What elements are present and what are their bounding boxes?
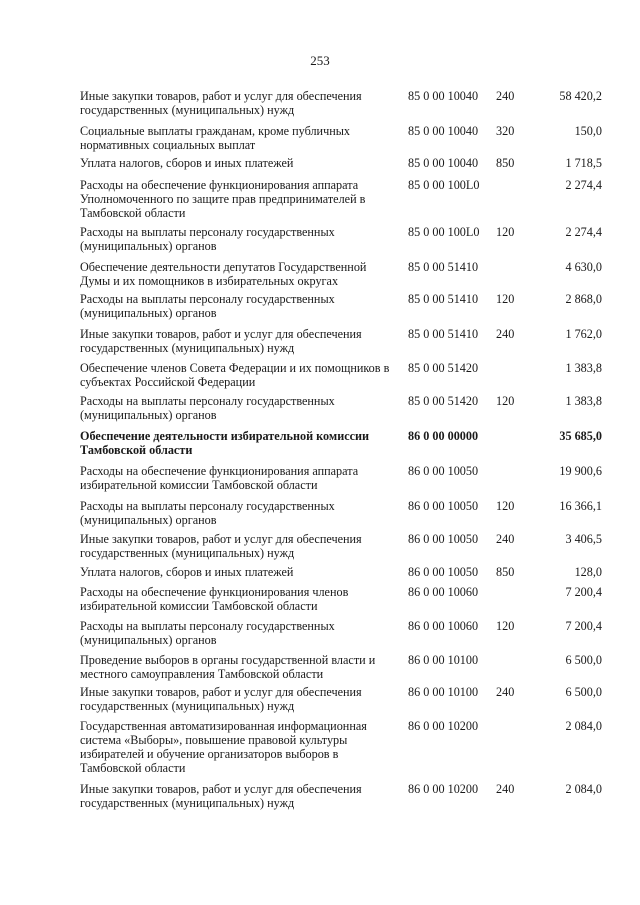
page-number: 253 bbox=[310, 53, 330, 68]
table-row bbox=[80, 225, 610, 260]
row-code: 85 0 00 51420 bbox=[408, 361, 479, 375]
row-description: Обеспечение членов Совета Федерации и их помощников в субъектах Российской Федерации bbox=[80, 361, 390, 389]
row-description: Иные закупки товаров, работ и услуг для обеспечения государственных (муниципальных) нужд bbox=[80, 532, 362, 560]
row-amount: 1 718,5 bbox=[565, 156, 602, 170]
table-row bbox=[80, 178, 610, 225]
row-code: 86 0 00 10050 bbox=[408, 464, 479, 478]
row-expense-type: 120 bbox=[496, 225, 515, 239]
table-row bbox=[80, 292, 610, 327]
row-code: 86 0 00 10060 bbox=[408, 619, 479, 633]
row-amount: 19 900,6 bbox=[559, 464, 602, 478]
table-row bbox=[80, 124, 610, 156]
row-code: 86 0 00 10050 bbox=[408, 565, 479, 579]
table-row bbox=[80, 156, 610, 178]
row-description: Уплата налогов, сборов и иных платежей bbox=[80, 565, 294, 579]
row-expense-type: 120 bbox=[496, 292, 515, 306]
row-code: 85 0 00 100L0 bbox=[408, 178, 480, 192]
row-code: 85 0 00 51410 bbox=[408, 327, 479, 341]
table-row bbox=[80, 585, 610, 619]
row-code: 85 0 00 51420 bbox=[408, 394, 479, 408]
table-row bbox=[80, 260, 610, 292]
row-code: 86 0 00 10200 bbox=[408, 719, 479, 733]
row-description: Расходы на выплаты персоналу государственных (муниципальных) органов bbox=[80, 619, 335, 647]
row-amount: 58 420,2 bbox=[559, 89, 602, 103]
row-description: Иные закупки товаров, работ и услуг для обеспечения государственных (муниципальных) нужд bbox=[80, 89, 362, 117]
table-row bbox=[80, 532, 610, 565]
row-code: 85 0 00 10040 bbox=[408, 124, 479, 138]
row-expense-type: 120 bbox=[496, 499, 515, 513]
row-expense-type: 240 bbox=[496, 782, 515, 796]
row-amount: 7 200,4 bbox=[565, 619, 602, 633]
row-description: Социальные выплаты гражданам, кроме публичных нормативных социальных выплат bbox=[80, 124, 350, 152]
row-code: 86 0 00 10050 bbox=[408, 499, 479, 513]
row-code: 85 0 00 10040 bbox=[408, 89, 479, 103]
row-amount: 2 274,4 bbox=[565, 178, 602, 192]
row-code: 86 0 00 10100 bbox=[408, 685, 479, 699]
row-expense-type: 240 bbox=[496, 685, 515, 699]
row-expense-type: 850 bbox=[496, 156, 515, 170]
row-description: Расходы на выплаты персоналу государственных (муниципальных) органов bbox=[80, 225, 335, 253]
row-amount: 128,0 bbox=[574, 565, 602, 579]
row-expense-type: 240 bbox=[496, 327, 515, 341]
row-amount: 1 762,0 bbox=[565, 327, 602, 341]
table-row bbox=[80, 719, 610, 782]
row-expense-type: 120 bbox=[496, 394, 515, 408]
row-description: Государственная автоматизированная информационная система «Выборы», повышение правовой культуры избирателей и обучение организаторов выборов в Тамбовской области bbox=[80, 719, 367, 775]
row-amount: 2 084,0 bbox=[565, 782, 602, 796]
table-row bbox=[80, 565, 610, 585]
row-description: Расходы на обеспечение функционирования членов избирательной комиссии Тамбовской области bbox=[80, 585, 349, 613]
row-expense-type: 240 bbox=[496, 532, 515, 546]
row-code: 85 0 00 51410 bbox=[408, 260, 479, 274]
table-row bbox=[80, 499, 610, 532]
table-row bbox=[80, 653, 610, 685]
row-amount: 3 406,5 bbox=[565, 532, 602, 546]
row-code: 85 0 00 100L0 bbox=[408, 225, 480, 239]
row-code: 86 0 00 00000 bbox=[408, 429, 479, 443]
row-amount: 4 630,0 bbox=[565, 260, 602, 274]
table-row bbox=[80, 361, 610, 394]
table-row bbox=[80, 619, 610, 653]
table-row bbox=[80, 685, 610, 719]
row-amount: 6 500,0 bbox=[565, 685, 602, 699]
table-row bbox=[80, 394, 610, 429]
row-description: Обеспечение деятельности избирательной комиссии Тамбовской области bbox=[80, 429, 370, 457]
row-amount: 16 366,1 bbox=[559, 499, 602, 513]
row-description: Обеспечение деятельности депутатов Государственной Думы и их помощников в избирательных округах bbox=[80, 260, 367, 288]
budget-table bbox=[80, 89, 610, 814]
row-amount: 2 084,0 bbox=[565, 719, 602, 733]
row-code: 86 0 00 10060 bbox=[408, 585, 479, 599]
row-description: Иные закупки товаров, работ и услуг для обеспечения государственных (муниципальных) нужд bbox=[80, 685, 362, 713]
table-row bbox=[80, 327, 610, 361]
row-description: Иные закупки товаров, работ и услуг для обеспечения государственных (муниципальных) нужд bbox=[80, 782, 362, 810]
row-amount: 2 868,0 bbox=[565, 292, 602, 306]
row-expense-type: 850 bbox=[496, 565, 515, 579]
table-row-section bbox=[80, 429, 610, 464]
row-amount: 1 383,8 bbox=[565, 394, 602, 408]
row-description: Расходы на выплаты персоналу государственных (муниципальных) органов bbox=[80, 292, 335, 320]
row-amount: 6 500,0 bbox=[565, 653, 602, 667]
row-description: Иные закупки товаров, работ и услуг для обеспечения государственных (муниципальных) нужд bbox=[80, 327, 362, 355]
row-description: Расходы на обеспечение функционирования аппарата Уполномоченного по защите прав предпринимателей в Тамбовской области bbox=[80, 178, 366, 220]
table-row bbox=[80, 782, 610, 814]
row-amount: 1 383,8 bbox=[565, 361, 602, 375]
row-code: 86 0 00 10100 bbox=[408, 653, 479, 667]
row-amount: 2 274,4 bbox=[565, 225, 602, 239]
row-description: Расходы на выплаты персоналу государственных (муниципальных) органов bbox=[80, 499, 335, 527]
table-row bbox=[80, 464, 610, 499]
row-code: 86 0 00 10200 bbox=[408, 782, 479, 796]
row-expense-type: 240 bbox=[496, 89, 515, 103]
row-description: Расходы на обеспечение функционирования аппарата избирательной комиссии Тамбовской области bbox=[80, 464, 359, 492]
row-code: 85 0 00 10040 bbox=[408, 156, 479, 170]
row-description: Проведение выборов в органы государственной власти и местного самоуправления Тамбовской области bbox=[80, 653, 376, 681]
row-amount: 150,0 bbox=[574, 124, 602, 138]
row-code: 86 0 00 10050 bbox=[408, 532, 479, 546]
row-amount: 7 200,4 bbox=[565, 585, 602, 599]
row-description: Уплата налогов, сборов и иных платежей bbox=[80, 156, 294, 170]
row-code: 85 0 00 51410 bbox=[408, 292, 479, 306]
row-description: Расходы на выплаты персоналу государственных (муниципальных) органов bbox=[80, 394, 335, 422]
row-amount: 35 685,0 bbox=[559, 429, 602, 443]
row-expense-type: 320 bbox=[496, 124, 515, 138]
table-row bbox=[80, 89, 610, 124]
row-expense-type: 120 bbox=[496, 619, 515, 633]
